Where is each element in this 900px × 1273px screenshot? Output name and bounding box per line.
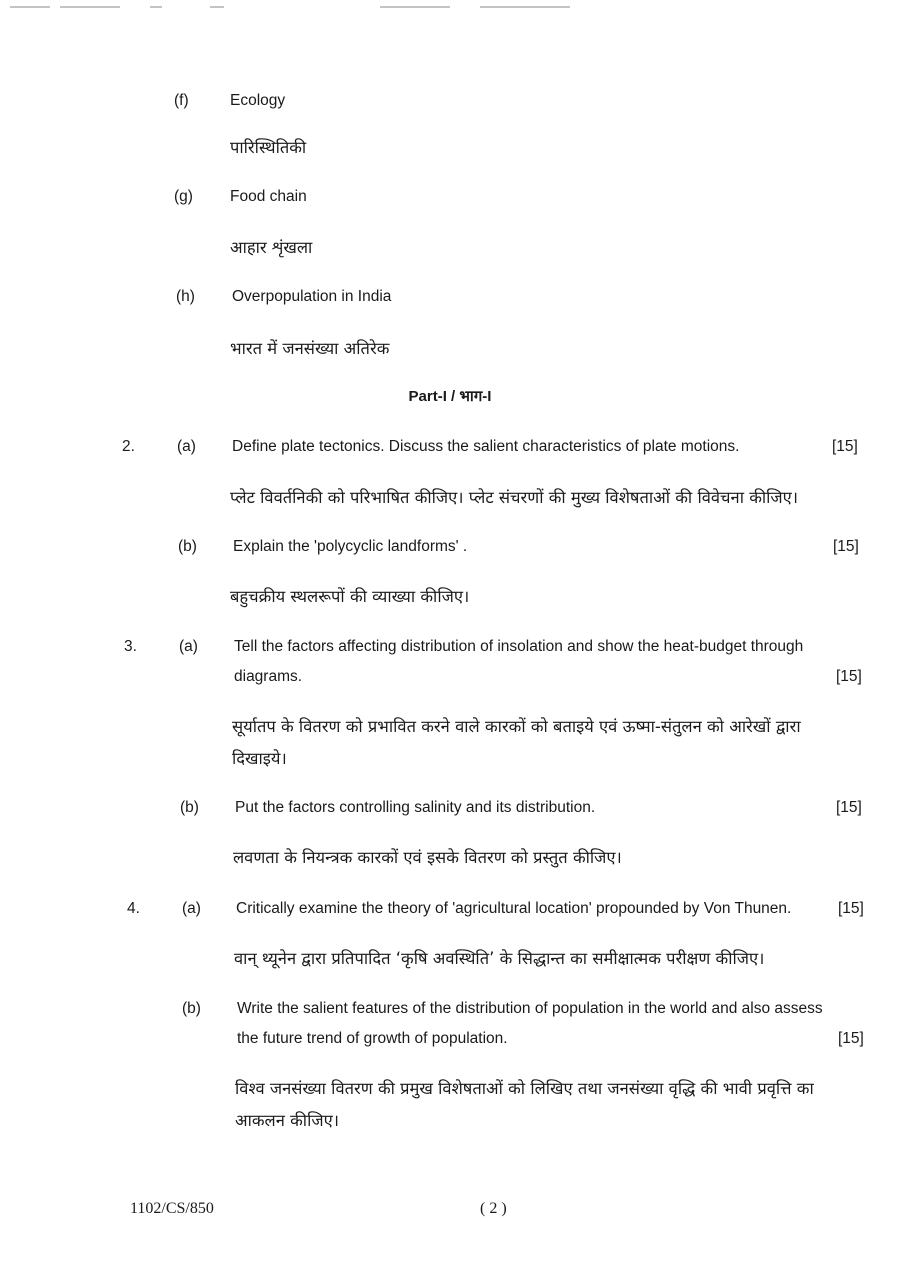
marks: [15] xyxy=(836,799,862,816)
question-text-hi: वान् थ्यूनेन द्वारा प्रतिपादित ‘कृषि अवस्थिति’ के सिद्धान्त का समीक्षात्मक परीक्षण कीजिए। xyxy=(234,949,765,968)
question-text-hi: विश्व जनसंख्या वितरण की प्रमुख विशेषताओं को लिखिए तथा जनसंख्या वृद्धि की भावी प्रवृत्ति का xyxy=(235,1079,814,1098)
question-text-hi: दिखाइये। xyxy=(232,749,287,768)
marks: [15] xyxy=(838,1030,864,1047)
part-label: (a) xyxy=(177,438,196,455)
item-text-en: Overpopulation in India xyxy=(232,288,392,305)
question-number: 2. xyxy=(122,438,135,455)
question-text-hi: लवणता के नियन्त्रक कारकों एवं इसके वितरण को प्रस्तुत कीजिए। xyxy=(233,848,622,867)
question-text-en: the future trend of growth of population. xyxy=(237,1030,508,1047)
question-text-en: diagrams. xyxy=(234,668,303,685)
part-label: (a) xyxy=(182,900,201,917)
item-text-hi: पारिस्थितिकी xyxy=(230,138,307,157)
scan-artifact xyxy=(210,6,224,8)
item-text-hi: भारत में जनसंख्या अतिरेक xyxy=(230,339,390,358)
page-number: ( 2 ) xyxy=(480,1200,507,1217)
question-text-en: Explain the 'polycyclic landforms' . xyxy=(233,538,468,555)
marks: [15] xyxy=(838,900,864,917)
part-label: (b) xyxy=(182,1000,201,1017)
scan-artifact xyxy=(60,6,120,8)
question-text-en: Define plate tectonics. Discuss the salient characteristics of plate motions. xyxy=(232,438,740,455)
question-text-hi: प्लेट विवर्तनिकी को परिभाषित कीजिए। प्लेट संचरणों की मुख्य विशेषताओं की विवेचना कीजिए। xyxy=(230,488,799,507)
item-label: (g) xyxy=(174,188,193,205)
scan-artifact xyxy=(10,6,50,8)
question-text-hi: आकलन कीजिए। xyxy=(235,1111,339,1130)
question-text-hi: बहुचक्रीय स्थलरूपों की व्याख्या कीजिए। xyxy=(230,587,470,606)
scan-artifact xyxy=(480,6,570,8)
part-label: (b) xyxy=(180,799,199,816)
item-text-hi: आहार शृंखला xyxy=(230,238,313,257)
question-number: 4. xyxy=(127,900,140,917)
item-text-en: Ecology xyxy=(230,92,286,109)
marks: [15] xyxy=(833,538,859,555)
question-text-en: Write the salient features of the distribution of population in the world and also assess xyxy=(237,1000,823,1017)
item-label: (f) xyxy=(174,92,189,109)
question-text-en: Tell the factors affecting distribution of insolation and show the heat-budget through xyxy=(234,638,804,655)
part-label: (b) xyxy=(178,538,197,555)
question-text-en: Critically examine the theory of 'agricultural location' propounded by Von Thunen. xyxy=(236,900,792,917)
part-label: (a) xyxy=(179,638,198,655)
item-label: (h) xyxy=(176,288,195,305)
part-heading: Part-I / भाग-I xyxy=(408,388,492,405)
question-text-hi: सूर्यातप के वितरण को प्रभावित करने वाले कारकों को बताइये एवं ऊष्मा-संतुलन को आरेखों द्वारा xyxy=(232,717,801,736)
scan-artifact xyxy=(150,6,162,8)
paper-code: 1102/CS/850 xyxy=(130,1200,214,1217)
scan-artifact xyxy=(380,6,450,8)
item-text-en: Food chain xyxy=(230,188,307,205)
question-number: 3. xyxy=(124,638,137,655)
marks: [15] xyxy=(836,668,862,685)
marks: [15] xyxy=(832,438,858,455)
question-text-en: Put the factors controlling salinity and its distribution. xyxy=(235,799,596,816)
